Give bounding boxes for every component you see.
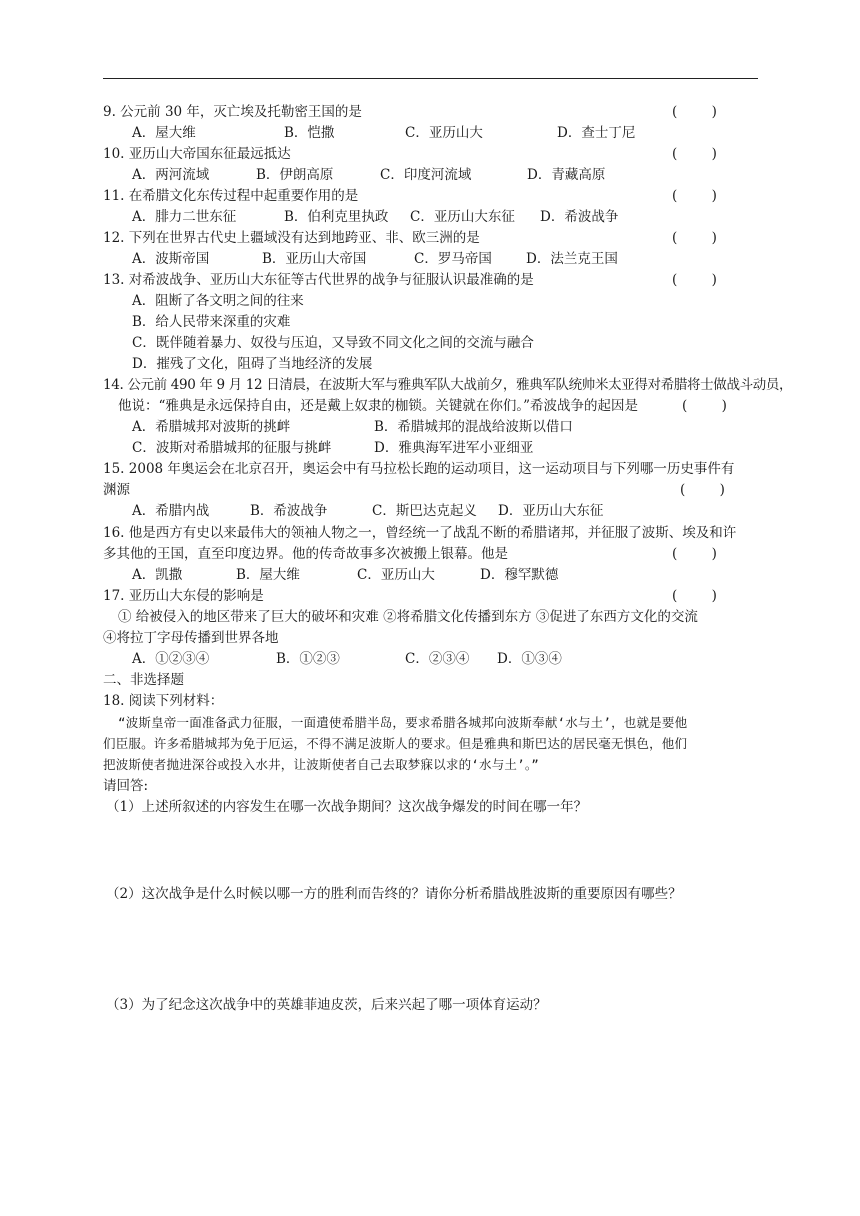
question-18-material-line3: 把波斯使者抛进深谷或投入水井，让波斯使者自己去取梦寐以求的‘水与土’。” <box>103 757 540 772</box>
question-13-option-d: D．摧残了文化，阻碍了当地经济的发展 <box>132 356 373 372</box>
question-14-option-a: A．希腊城邦对波斯的挑衅 <box>132 419 291 435</box>
question-9-option-b: B．恺撒 <box>284 125 335 141</box>
question-11-option-a: A．腓力二世东征 <box>132 209 237 225</box>
question-13-answer-blank: ( ) <box>672 272 717 288</box>
question-13-option-a: A．阻断了各文明之间的往来 <box>132 293 304 309</box>
question-16-stem-line1: 16. 他是西方有史以来最伟大的领袖人物之一，曾经统一了战乱不断的希腊诸邦，并征服了波斯、埃及和许 <box>103 525 737 541</box>
question-14-stem-line1: 14. 公元前 490 年 9 月 12 日清晨，在波斯大军与雅典军队大战前夕，雅典军队统帅米太亚得对希腊将士做战斗动员， <box>103 377 793 393</box>
question-17-items-line1: ① 给被侵入的地区带来了巨大的破坏和灾难 ②将希腊文化传播到东方 ③促进了东西方文化的交流 <box>118 609 698 625</box>
question-15-option-d: D．亚历山大东征 <box>498 503 604 519</box>
question-12-stem: 12. 下列在世界古代史上疆域没有达到地跨亚、非、欧三洲的是 <box>103 230 480 246</box>
question-14-option-c: C．波斯对希腊城邦的征服与挑衅 <box>132 440 332 456</box>
question-11-option-c: C．亚历山大东征 <box>410 209 515 225</box>
question-14-stem-line2: 他说：“雅典是永远保持自由，还是戴上奴隶的枷锁。关键就在你们。”希波战争的起因是 <box>118 398 639 414</box>
question-14-option-b: B．希腊城邦的混战给波斯以借口 <box>374 419 573 435</box>
question-17-answer-blank: ( ) <box>672 588 717 604</box>
question-16-option-b: B．屋大维 <box>236 567 300 583</box>
question-16-option-d: D．穆罕默德 <box>480 567 559 583</box>
question-14-answer-blank: ( ) <box>682 398 727 414</box>
question-9-option-c: C．亚历山大 <box>405 125 483 141</box>
question-10-option-d: D．青藏高原 <box>527 167 606 183</box>
question-9-answer-blank: ( ) <box>672 104 717 120</box>
question-16-option-c: C．亚历山大 <box>357 567 435 583</box>
question-18-material-line2: 们臣服。许多希腊城邦为免于厄运，不得不满足波斯人的要求。但是雅典和斯巴达的居民毫无惧色，他们 <box>103 736 688 751</box>
question-17-items-line2: ④将拉丁字母传播到世界各地 <box>103 630 279 646</box>
question-9-option-d: D．查士丁尼 <box>557 125 636 141</box>
question-12-option-d: D．法兰克王国 <box>526 251 618 267</box>
question-13-stem: 13. 对希波战争、亚历山大东征等古代世界的战争与征服认识最准确的是 <box>103 272 534 288</box>
question-17-option-b: B．①②③ <box>276 651 340 667</box>
question-17-option-a: A．①②③④ <box>132 651 210 667</box>
question-11-option-b: B．伯利克里执政 <box>284 209 389 225</box>
question-11-answer-blank: ( ) <box>672 188 717 204</box>
question-15-option-b: B．希波战争 <box>250 503 328 519</box>
question-18-sub-2: （2）这次战争是什么时候以哪一方的胜利而告终的？请你分析希腊战胜波斯的重要原因有哪些？ <box>106 886 682 902</box>
question-18-sub-1: （1）上述所叙述的内容发生在哪一次战争期间？这次战争爆发的时间在哪一年？ <box>106 799 588 815</box>
question-15-answer-blank: ( ) <box>680 482 725 498</box>
question-11-option-d: D．希波战争 <box>540 209 619 225</box>
question-9-stem: 9. 公元前 30 年，灭亡埃及托勒密王国的是 <box>103 104 362 120</box>
question-18-stem: 18. 阅读下列材料： <box>103 693 224 709</box>
question-12-option-a: A．波斯帝国 <box>132 251 210 267</box>
section-heading: 二、非选择题 <box>103 672 184 688</box>
question-17-stem: 17. 亚历山大东侵的影响是 <box>103 588 264 604</box>
question-15-stem-line2: 渊源 <box>103 482 130 498</box>
question-12-answer-blank: ( ) <box>672 230 717 246</box>
question-18-prompt: 请回答: <box>103 778 149 794</box>
question-18-material-line1: “波斯皇帝一面准备武力征服，一面遣使希腊半岛，要求希腊各城邦向波斯奉献‘水与土’，也就是要他 <box>118 715 688 730</box>
question-14-option-d: D．雅典海军进军小亚细亚 <box>374 440 534 456</box>
question-17-option-d: D．①③④ <box>497 651 562 667</box>
question-10-option-a: A．两河流域 <box>132 167 210 183</box>
question-16-answer-blank: ( ) <box>672 546 717 562</box>
question-18-sub-3: （3）为了纪念这次战争中的英雄菲迪皮茨，后来兴起了哪一项体育运动？ <box>106 997 547 1013</box>
question-17-option-c: C．②③④ <box>405 651 470 667</box>
header-rule <box>103 78 758 79</box>
question-15-stem-line1: 15. 2008 年奥运会在北京召开，奥运会中有马拉松长跑的运动项目，这一运动项目与下列哪一历史事件有 <box>103 461 735 477</box>
question-10-answer-blank: ( ) <box>672 146 717 162</box>
question-15-option-a: A．希腊内战 <box>132 503 210 519</box>
question-10-stem: 10. 亚历山大帝国东征最远抵达 <box>103 146 291 162</box>
question-16-stem-line2: 多其他的王国，直至印度边界。他的传奇故事多次被搬上银幕。他是 <box>103 546 508 562</box>
question-12-option-b: B．亚历山大帝国 <box>262 251 367 267</box>
question-13-option-c: C．既伴随着暴力、奴役与压迫，又导致不同文化之间的交流与融合 <box>132 335 534 351</box>
question-9-option-a: A．屋大维 <box>132 125 196 141</box>
question-12-option-c: C．罗马帝国 <box>414 251 492 267</box>
question-13-option-b: B．给人民带来深重的灾难 <box>132 314 291 330</box>
question-11-stem: 11. 在希腊文化东传过程中起重要作用的是 <box>103 188 359 204</box>
question-10-option-b: B．伊朗高原 <box>256 167 334 183</box>
question-15-option-c: C．斯巴达克起义 <box>372 503 477 519</box>
question-16-option-a: A．凯撒 <box>132 567 183 583</box>
question-10-option-c: C．印度河流域 <box>380 167 472 183</box>
